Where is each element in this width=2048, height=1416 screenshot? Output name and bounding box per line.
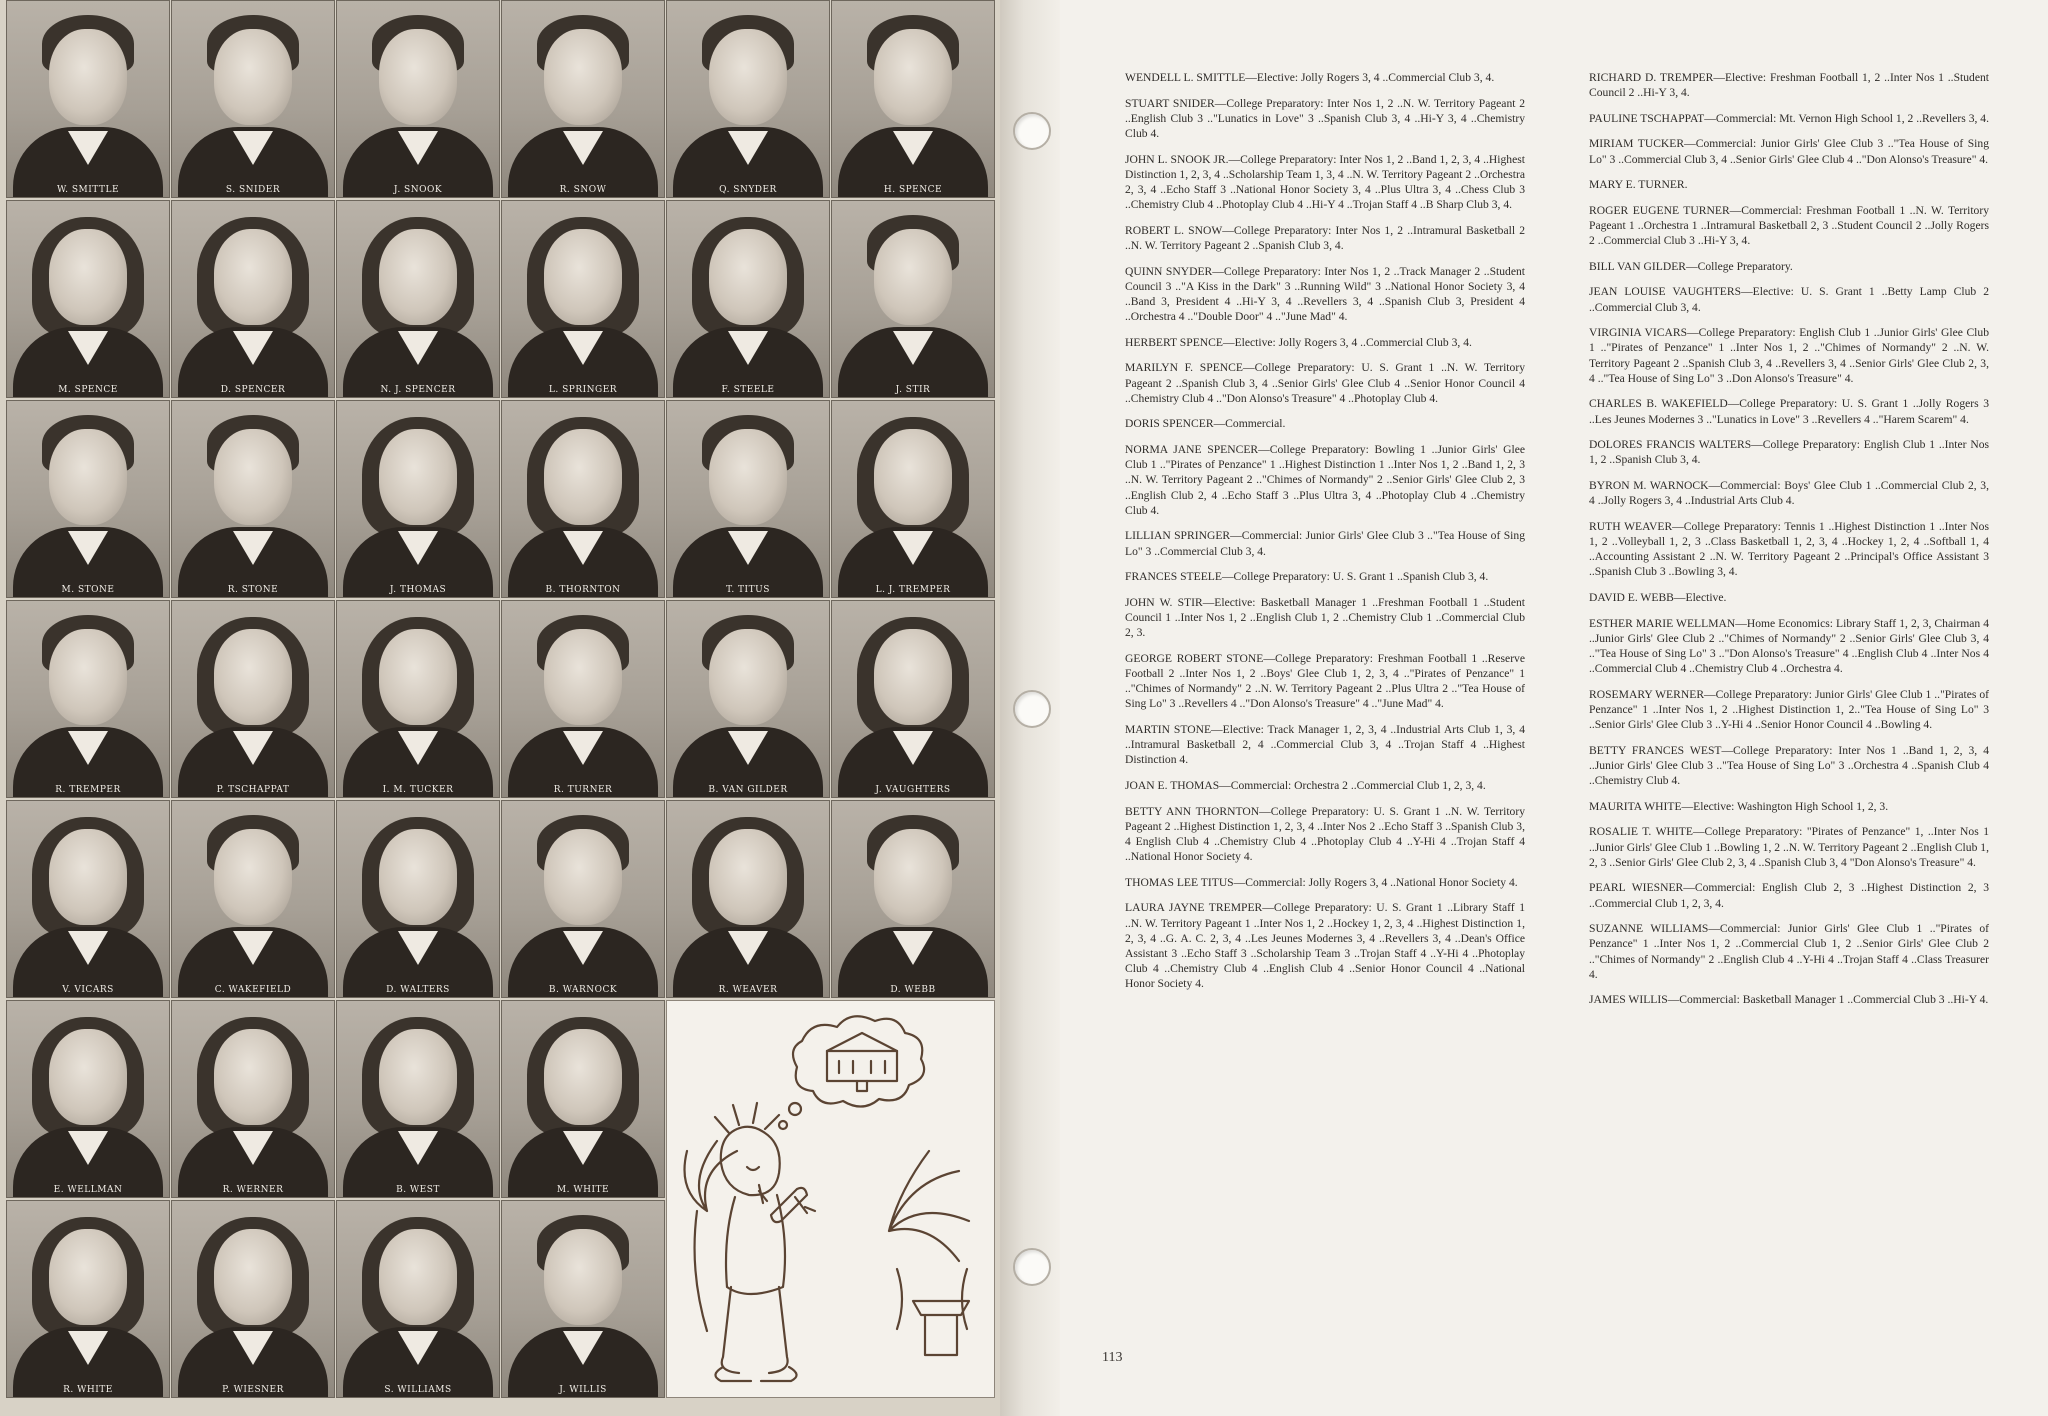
student-portrait [6, 400, 170, 598]
student-portrait [336, 1000, 500, 1198]
student-portrait [336, 0, 500, 198]
portrait-name-label: S. WILLIAMS [384, 1385, 452, 1395]
student-portrait [6, 1000, 170, 1198]
portrait-face [709, 629, 787, 725]
portrait-name-label: M. SPENCE [58, 385, 118, 395]
portrait-name-label: D. SPENCER [220, 385, 286, 395]
cartoon-graduate-illustration [666, 1000, 995, 1398]
biography-page [1060, 0, 2048, 1416]
student-portrait [501, 800, 665, 998]
portrait-name-label: M. WHITE [556, 1185, 610, 1195]
portrait-face [379, 1029, 457, 1125]
portrait-face [709, 829, 787, 925]
portrait-face [214, 629, 292, 725]
portrait-face [874, 229, 952, 325]
student-biography-entry: HERBERT SPENCE—Elective: Jolly Rogers 3, 4 ..Commercial Club 3, 4. [1125, 335, 1472, 349]
portrait-name-label: L. J. TREMPER [875, 585, 951, 595]
portrait-page [0, 0, 1000, 1416]
student-biography-entry: QUINN SNYDER—College Preparatory: Inter Nos 1, 2 ..Track Manager 2 ..Student Council 3 .."A Kiss in the Dark" 3 ..Running Wild" 3 ..National Honor Society 3, 4 ..Band 3, President 4 ..Hi-Y 3, 4 ..Revellers 3, 4 ..Spanish Club 3, President 4 ..Orchestra 4 .."Double Door" 4 .."June Mad" 4. [1125, 264, 1525, 324]
student-portrait [831, 0, 995, 198]
student-biography-entry: MAURITA WHITE—Elective: Washington High School 1, 2, 3. [1589, 799, 1889, 813]
student-biography-entry: BETTY FRANCES WEST—College Preparatory: Inter Nos 1 ..Band 1, 2, 3, 4 ..Junior Girls' Glee Club 3 .."Tea House of Sing Lo" 3 ..Orchestra 4 ..Spanish Club 4 ..Chemistry Club 4. [1589, 743, 1989, 788]
student-biography-entry: LILLIAN SPRINGER—Commercial: Junior Girls' Glee Club 3 .."Tea House of Sing Lo" 3 ..Commercial Club 3, 4. [1125, 529, 1525, 558]
student-biography-entry: RICHARD D. TREMPER—Elective: Freshman Football 1, 2 ..Inter Nos 1 ..Student Council 2 ..Hi-Y 3, 4. [1589, 71, 1989, 100]
portrait-name-label: N. J. SPENCER [380, 385, 456, 395]
binding-gutter [1000, 0, 1060, 1416]
portrait-face [379, 429, 457, 525]
student-portrait [501, 1000, 665, 1198]
student-portrait [171, 800, 335, 998]
student-biography-entry: STUART SNIDER—College Preparatory: Inter Nos 1, 2 ..N. W. Territory Pageant 2 ..English Club 3 .."Lunatics in Love" 3 ..Spanish Club 3, 4 ..Hi-Y 3, 4 ..Chemistry Club 4. [1125, 96, 1525, 140]
portrait-name-label: B. WEST [396, 1185, 440, 1195]
portrait-face [709, 29, 787, 125]
biography-column-right [1589, 70, 1989, 1018]
student-portrait [336, 600, 500, 798]
student-biography-entry: GEORGE ROBERT STONE—College Preparatory: Freshman Football 1 ..Reserve Football 2 ..Inter Nos 1, 2 ..Boys' Glee Club 1, 2, 3, 4 .."Pirates of Penzance" 1 .."Chimes of Normandy" 2 ..N. W. Territory Pageant 2 ..Plus Ultra 2 .."Tea House of Sing Lo" 3 ..Revellers 4 .."Don Alonso's Treasure" 4 .."June Mad" 4. [1125, 651, 1525, 711]
portrait-face [49, 1229, 127, 1325]
student-portrait [171, 1000, 335, 1198]
portrait-face [544, 829, 622, 925]
portrait-face [214, 1029, 292, 1125]
student-portrait [171, 1200, 335, 1398]
portrait-face [544, 29, 622, 125]
student-biography-entry: MIRIAM TUCKER—Commercial: Junior Girls' Glee Club 3 .."Tea House of Sing Lo" 3 ..Commercial Club 3, 4 ..Senior Girls' Glee Club 4 .."Don Alonso's Treasure" 4. [1589, 137, 1989, 166]
student-biography-entry: ROSALIE T. WHITE—College Preparatory: "Pirates of Penzance" 1, ..Inter Nos 1 ..Junior Girls' Glee Club 1 ..Bowling 1, 2 ..N. W. Territory Pageant 2 ..English Club 1, 2, 3 ..Senior Girls' Glee Club 2, 3, 4 ..Spanish Club 3, 4 "Don Alonso's Treasure" 4. [1589, 825, 1989, 869]
portrait-face [709, 229, 787, 325]
binder-hole [1013, 1248, 1051, 1286]
portrait-name-label: B. WARNOCK [548, 985, 618, 995]
student-portrait [171, 600, 335, 798]
portrait-face [874, 429, 952, 525]
portrait-name-label: B. VAN GILDER [708, 785, 788, 795]
portrait-name-label: T. TITUS [726, 585, 770, 595]
student-portrait [666, 800, 830, 998]
portrait-name-label: S. SNIDER [225, 185, 281, 195]
portrait-name-label: R. WHITE [63, 1385, 113, 1395]
student-portrait [831, 200, 995, 398]
portrait-name-label: F. STEELE [721, 385, 775, 395]
student-biography-entry: RUTH WEAVER—College Preparatory: Tennis 1 ..Highest Distinction 1 ..Inter Nos 1, 2 ..Volleyball 1, 2, 3 ..Class Basketball 1, 2, 3, 4 ..Hockey 1, 2, 4 ..Softball 1, 4 ..Accounting Assistant 2 ..N. W. Territory Pageant 2 ..Principal's Office Assistant 3 ..Spanish Club 3 ..Bowling 3, 4. [1589, 519, 1989, 579]
student-biography-entry: SUZANNE WILLIAMS—Commercial: Junior Girls' Glee Club 1 .."Pirates of Penzance" 1 ..Inter Nos 1, 2 ..Commercial Club 1, 2 ..Senior Girls' Glee Club 2 .."Chimes of Normandy" 2 ..English Club 4 ..Y-Hi 4 ..Trojan Staff 4 ..Class Treasurer 4. [1589, 922, 1989, 981]
student-biography-entry: THOMAS LEE TITUS—Commercial: Jolly Rogers 3, 4 ..National Honor Society 4. [1125, 875, 1518, 889]
student-portrait [666, 600, 830, 798]
student-portrait [336, 200, 500, 398]
student-biography-entry: JOHN L. SNOOK JR.—College Preparatory: Inter Nos 1, 2 ..Band 1, 2, 3, 4 ..Highest Distinction 1, 2, 3, 4 ..Scholarship Team 1, 3, 4 ..N. W. Territory Pageant 2 ..Orchestra 2, 3, 4 ..Echo Staff 3 ..National Honor Society 3, 4 ..Plus Ultra 3, 4 ..Chess Club 3 ..Chemistry Club 4 ..Photoplay Club 4 ..Hi-Y 4 ..Trojan Staff 4 ..B Sharp Club 3, 4. [1125, 152, 1525, 212]
student-portrait [501, 600, 665, 798]
student-portrait [666, 0, 830, 198]
student-portrait [336, 800, 500, 998]
student-portrait [831, 400, 995, 598]
portrait-name-label: R. SNOW [559, 185, 607, 195]
portrait-name-label: R. STONE [227, 585, 279, 595]
student-biography-entry: DAVID E. WEBB—Elective. [1589, 590, 1727, 604]
portrait-name-label: J. THOMAS [389, 585, 447, 595]
student-portrait [501, 1200, 665, 1398]
student-portrait [831, 800, 995, 998]
portrait-face [379, 229, 457, 325]
biography-column-left [1125, 70, 1525, 1002]
student-biography-entry: LAURA JAYNE TREMPER—College Preparatory: U. S. Grant 1 ..Library Staff 1 ..N. W. Territory Pageant 1 ..Inter Nos 1, 2 ..Hockey 1, 2, 3, 4 ..Highest Distinction 1, 2, 3, 4 ..G. A. C. 2, 3, 4 ..Les Jeunes Modernes 3, 4 ..Revellers 3, 4 ..Dean's Office Assistant 3 ..Echo Staff 3 ..Scholarship Team 3 ..Trojan Staff 4 ..Y-Hi 4 ..Photoplay Club 4 ..Chemistry Club 4 ..English Club 4 ..Senior Honor Council 4 ..National Honor Society 4. [1125, 901, 1525, 991]
portrait-face [49, 429, 127, 525]
portrait-grid [6, 0, 994, 1416]
portrait-name-label: J. WILLIS [559, 1385, 607, 1395]
student-biography-entry: ROGER EUGENE TURNER—Commercial: Freshman Football 1 ..N. W. Territory Pageant 1 ..Orchestra 1 ..Intramural Basketball 2, 3 ..Student Council 2 ..Jolly Rogers 2 ..Commercial Club 3 ..Hi-Y 3, 4. [1589, 203, 1989, 248]
student-portrait [831, 600, 995, 798]
page-number: 113 [1102, 1350, 1123, 1365]
student-portrait [6, 1200, 170, 1398]
student-biography-entry: DOLORES FRANCIS WALTERS—College Preparatory: English Club 1 ..Inter Nos 1, 2 ..Spanish Club 3, 4. [1589, 438, 1989, 467]
student-biography-entry: PEARL WIESNER—Commercial: English Club 2, 3 ..Highest Distinction 2, 3 ..Commercial Club 1, 2, 3, 4. [1589, 881, 1989, 910]
student-portrait [501, 400, 665, 598]
portrait-name-label: B. THORNTON [545, 585, 621, 595]
portrait-face [874, 629, 952, 725]
portrait-face [49, 629, 127, 725]
portrait-face [709, 429, 787, 525]
portrait-face [544, 629, 622, 725]
student-biography-entry: WENDELL L. SMITTLE—Elective: Jolly Rogers 3, 4 ..Commercial Club 3, 4. [1125, 71, 1495, 84]
binder-hole [1013, 690, 1051, 728]
student-biography-entry: JOHN W. STIR—Elective: Basketball Manager 1 ..Freshman Football 1 ..Student Council 1 ..Inter Nos 1, 2 ..English Club 1, 2 ..Chemistry Club 1 ..Commercial Club 2, 3. [1125, 595, 1525, 640]
portrait-name-label: M. STONE [61, 585, 115, 595]
portrait-name-label: D. WEBB [890, 985, 936, 995]
student-biography-entry: BETTY ANN THORNTON—College Preparatory: U. S. Grant 1 ..N. W. Territory Pageant 2 ..Highest Distinction 1, 2, 3, 4 ..Inter Nos 2 ..Echo Staff 3 ..Spanish Club 3, 4 English Club 4 ..Chemistry Club 4 ..Photoplay Club 4 ..Y-Hi 4 ..Trojan Staff 4 ..National Honor Society 4. [1125, 804, 1525, 864]
student-portrait [6, 0, 170, 198]
portrait-name-label: H. SPENCE [883, 185, 943, 195]
student-biography-entry: BYRON M. WARNOCK—Commercial: Boys' Glee Club 1 ..Commercial Club 2, 3, 4 ..Jolly Rogers 3, 4 ..Industrial Arts Club 4. [1589, 478, 1989, 508]
portrait-face [214, 829, 292, 925]
portrait-name-label: D. WALTERS [386, 985, 450, 995]
student-biography-entry: JOAN E. THOMAS—Commercial: Orchestra 2 ..Commercial Club 1, 2, 3, 4. [1125, 778, 1486, 792]
portrait-name-label: R. WEAVER [718, 985, 778, 995]
portrait-name-label: J. VAUGHTERS [875, 785, 951, 795]
portrait-face [379, 829, 457, 925]
portrait-face [544, 1029, 622, 1125]
student-biography-entry: MARY E. TURNER. [1589, 178, 1688, 192]
portrait-face [544, 429, 622, 525]
portrait-name-label: J. STIR [895, 385, 931, 395]
portrait-face [214, 429, 292, 525]
binder-hole [1013, 112, 1051, 150]
student-biography-entry: MARTIN STONE—Elective: Track Manager 1, 2, 3, 4 ..Industrial Arts Club 1, 3, 4 ..Intramural Basketball 2, 4 ..Commercial Club 3, 4 ..Trojan Staff 4 ..Highest Distinction 4. [1125, 722, 1525, 767]
portrait-face [49, 229, 127, 325]
student-portrait [336, 1200, 500, 1398]
student-biography-entry: BILL VAN GILDER—College Preparatory. [1589, 259, 1793, 273]
student-portrait [6, 200, 170, 398]
portrait-face [544, 229, 622, 325]
student-biography-entry: JEAN LOUISE VAUGHTERS—Elective: U. S. Grant 1 ..Betty Lamp Club 2 ..Commercial Club 3, 4. [1589, 285, 1989, 314]
student-biography-entry: JAMES WILLIS—Commercial: Basketball Manager 1 ..Commercial Club 3 ..Hi-Y 4. [1589, 993, 1989, 1007]
student-portrait [666, 400, 830, 598]
student-biography-entry: ROSEMARY WERNER—College Preparatory: Junior Girls' Glee Club 1 .."Pirates of Penzance" 1 ..Inter Nos 1, 2 ..Highest Distinction 1, 2.."Tea House of Sing Lo" 3 ..Senior Girls' Glee Club 3 ..Y-Hi 4 ..Senior Honor Council 4 ..Bowling 4. [1589, 687, 1989, 732]
portrait-face [379, 1229, 457, 1325]
student-portrait [6, 800, 170, 998]
portrait-face [214, 29, 292, 125]
portrait-name-label: J. SNOOK [393, 185, 443, 195]
cartoon-drawing [667, 1001, 996, 1399]
portrait-name-label: R. TREMPER [55, 785, 121, 795]
portrait-face [214, 1229, 292, 1325]
portrait-face [49, 829, 127, 925]
portrait-name-label: C. WAKEFIELD [214, 985, 292, 995]
portrait-name-label: P. WIESNER [222, 1385, 284, 1395]
student-biography-entry: PAULINE TSCHAPPAT—Commercial: Mt. Vernon High School 1, 2 ..Revellers 3, 4. [1589, 111, 1989, 125]
portrait-name-label: Q. SNYDER [719, 185, 777, 195]
student-portrait [336, 400, 500, 598]
student-biography-entry: NORMA JANE SPENCER—College Preparatory: Bowling 1 ..Junior Girls' Glee Club 1 .."Pirates of Penzance" 1 ..Highest Distinction 1 ..Inter Nos 1, 2 ..Band 1, 2, 3 ..N. W. Territory Pageant 2 .."Chimes of Normandy" 2 ..Senior Girls' Glee Club 2, 3 ..English Club 2, 4 ..Echo Staff 3 ..Plus Ultra 3, 4 ..Photoplay Club 4 ..Chemistry Club 4. [1125, 442, 1525, 517]
student-biography-entry: FRANCES STEELE—College Preparatory: U. S. Grant 1 ..Spanish Club 3, 4. [1125, 570, 1489, 584]
student-portrait [171, 0, 335, 198]
student-portrait [501, 0, 665, 198]
student-portrait [666, 200, 830, 398]
portrait-name-label: V. VICARS [62, 985, 114, 995]
portrait-face [379, 629, 457, 725]
portrait-name-label: I. M. TUCKER [382, 785, 454, 795]
portrait-name-label: L. SPRINGER [548, 385, 618, 395]
student-portrait [171, 200, 335, 398]
student-portrait [6, 600, 170, 798]
student-biography-entry: ROBERT L. SNOW—College Preparatory: Inter Nos 1, 2 ..Intramural Basketball 2 ..N. W. Territory Pageant 2 ..Spanish Club 3, 4. [1125, 223, 1525, 252]
portrait-face [874, 829, 952, 925]
portrait-face [544, 1229, 622, 1325]
student-biography-entry: CHARLES B. WAKEFIELD—College Preparatory: U. S. Grant 1 ..Jolly Rogers 3 ..Les Jeunes Modernes 3 .."Lunatics in Love" 3 ..Revellers 4 .."Harem Scarem" 4. [1589, 397, 1989, 426]
student-portrait [171, 400, 335, 598]
student-biography-entry: DORIS SPENCER—Commercial. [1125, 417, 1286, 431]
portrait-face [379, 29, 457, 125]
student-biography-entry: VIRGINIA VICARS—College Preparatory: English Club 1 ..Junior Girls' Glee Club 1 .."Pirates of Penzance" 1 ..Inter Nos 1, 2 .."Chimes of Normandy" 2 ..N. W. Territory Pageant 2 ..Spanish Club 3, 4 ..Revellers 3, 4 ..Senior Girls' Glee Club 2, 3, 4 .."Tea House of Sing Lo" 3 ..Don Alonso's Treasure" 4. [1589, 326, 1989, 385]
portrait-name-label: R. TURNER [553, 785, 613, 795]
portrait-name-label: P. TSCHAPPAT [216, 785, 290, 795]
portrait-name-label: W. SMITTLE [56, 185, 120, 195]
portrait-face [49, 1029, 127, 1125]
portrait-face [49, 29, 127, 125]
student-biography-entry: ESTHER MARIE WELLMAN—Home Economics: Library Staff 1, 2, 3, Chairman 4 ..Junior Girls' Glee Club 2 .."Chimes of Normandy" 2 ..Senior Girls' Glee Club 3, 4 .."Tea House of Sing Lo" 3 .."Don Alonso's Treasure" 4 ..English Club 4 ..Inter Nos 4 ..Commercial Club 4 ..Chemistry Club 4 ..Orchestra 4. [1589, 616, 1989, 676]
student-portrait [501, 200, 665, 398]
portrait-name-label: R. WERNER [222, 1185, 284, 1195]
portrait-face [214, 229, 292, 325]
portrait-face [874, 29, 952, 125]
portrait-name-label: E. WELLMAN [53, 1185, 123, 1195]
student-biography-entry: MARILYN F. SPENCE—College Preparatory: U. S. Grant 1 ..N. W. Territory Pageant 2 ..Spanish Club 3, 4 ..Senior Girls' Glee Club 4 ..Senior Honor Council 4 ..Chemistry Club 4 .."Don Alonso's Treasure" 4 ..Photoplay Club 4. [1125, 361, 1525, 405]
